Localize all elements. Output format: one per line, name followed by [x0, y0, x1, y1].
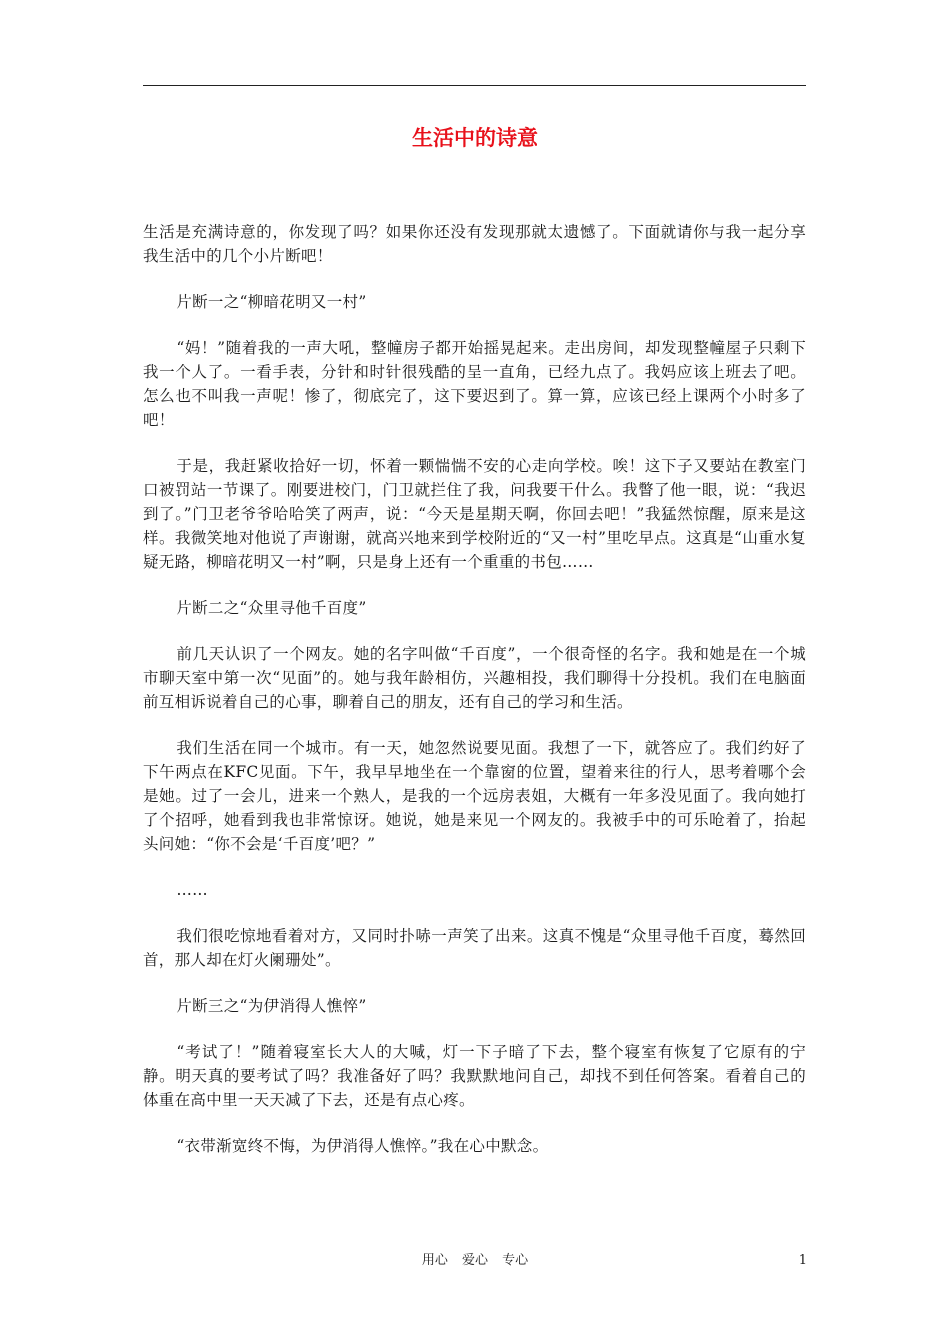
page-footer	[0, 1252, 950, 1270]
paragraph: 生活是充满诗意的，你发现了吗？如果你还没有发现那就太遗憾了。下面就请你与我一起分享我生活中的几个小片断吧！	[143, 223, 806, 265]
header-rule	[143, 85, 806, 86]
section-heading: 片断二之“众里寻他千百度”	[176, 599, 367, 617]
footer-motto: 用心	[421, 1253, 448, 1268]
paragraph: 我们生活在同一个城市。有一天，她忽然说要见面。我想了一下，就答应了。我们约好了下午两点在KFC见面。下午，我早早地坐在一个靠窗的位置，望着来往的行人，思考着哪个会是她。过了一会儿，进来一个熟人，是我的一个远房表姐，大概有一年多没见面了。我向她打了个招呼，她看到我也非常惊讶。她说，她是来见一个网友的。我被手中的可乐呛着了，抬起头问她：“你不会是‘千百度’吧？”	[143, 739, 806, 853]
paragraph: “妈！”随着我的一声大吼，整幢房子都开始摇晃起来。走出房间，却发现整幢屋子只剩下我一个人了。一看手表，分针和时针很残酷的呈一直角，已经九点了。我妈应该上班去了吧。怎么也不叫我一声呢！惨了，彻底完了，这下要迟到了。算一算，应该已经上课两个小时多了吧！	[143, 339, 806, 429]
paragraph: “衣带渐宽终不悔，为伊消得人憔悴。”我在心中默念。	[176, 1137, 549, 1155]
paragraph: 前几天认识了一个网友。她的名字叫做“千百度”，一个很奇怪的名字。我和她是在一个城市聊天室中第一次“见面”的。她与我年龄相仿，兴趣相投，我们聊得十分投机。我们在电脑面前互相诉说着自己的心事，聊着自己的朋友，还有自己的学习和生活。	[143, 645, 806, 711]
page-number: 1	[798, 1253, 807, 1268]
document-title: 生活中的诗意	[412, 125, 538, 150]
ellipsis-line: ……	[176, 881, 208, 899]
paragraph: “考试了！”随着寝室长大人的大喊，灯一下子暗了下去，整个寝室有恢复了它原有的宁静。明天真的要考试了吗？我准备好了吗？我默默地问自己，却找不到任何答案。看着自己的体重在高中里一天天减了下去，还是有点心疼。	[143, 1043, 806, 1109]
footer-motto: 专心	[502, 1253, 529, 1268]
section-heading: 片断三之“为伊消得人憔悴”	[176, 997, 367, 1015]
section-heading: 片断一之“柳暗花明又一村”	[176, 293, 367, 311]
footer-motto: 爱心	[461, 1253, 488, 1268]
document-body	[143, 220, 806, 1158]
paragraph: 于是，我赶紧收拾好一切，怀着一颗惴惴不安的心走向学校。唉！这下子又要站在教室门口被罚站一节课了。刚要进校门，门卫就拦住了我，问我要干什么。我瞥了他一眼，说：“我迟到了。”门卫老爷爷哈哈笑了两声，说：“今天是星期天啊，你回去吧！”我猛然惊醒，原来是这样。我微笑地对他说了声谢谢，就高兴地来到学校附近的“又一村”里吃早点。这真是“山重水复疑无路，柳暗花明又一村”啊，只是身上还有一个重重的书包……	[143, 457, 806, 571]
paragraph: 我们很吃惊地看着对方，又同时扑哧一声笑了出来。这真不愧是“众里寻他千百度，蓦然回首，那人却在灯火阑珊处”。	[143, 927, 806, 969]
